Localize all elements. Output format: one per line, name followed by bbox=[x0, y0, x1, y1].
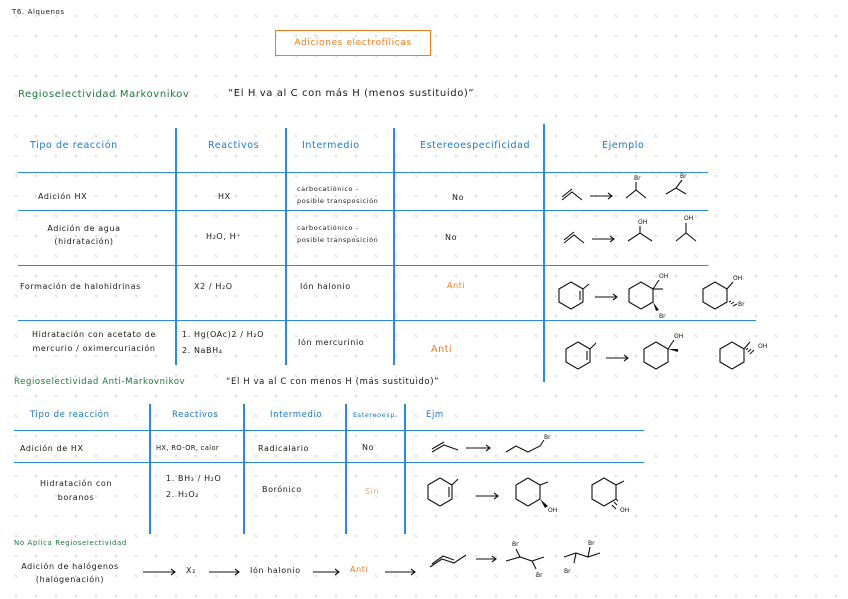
anti-row1-reactivos: HX, RO-OR, calor bbox=[156, 444, 219, 452]
example-radical-hx-reaction bbox=[418, 432, 568, 462]
row4-tipo: Hidratación con acetato de mercurio / oximercuriación bbox=[31, 330, 157, 353]
oh-label: OH bbox=[548, 507, 558, 514]
example-hx-reaction bbox=[550, 172, 710, 212]
no-regio-heading: No Aplica Regioselectividad bbox=[14, 539, 127, 547]
anti-row2-tipo: Hidratación con boranos bbox=[39, 479, 113, 502]
row3-intermedio: Ión halonio bbox=[300, 282, 351, 291]
oh-label: OH bbox=[733, 275, 743, 282]
grid-line bbox=[393, 128, 395, 365]
anti-row2-reactivos-2: 2. H₂O₂ bbox=[166, 490, 200, 499]
row1-intermedio: carbocatiónico - posible transposición bbox=[297, 185, 379, 205]
anti-col-header-intermedio: Intermedio bbox=[270, 410, 323, 420]
grid-line bbox=[149, 404, 151, 534]
oh-label: OH bbox=[659, 273, 669, 280]
col-header-ejemplo: Ejemplo bbox=[602, 140, 645, 151]
example-oxymercuration-reaction bbox=[560, 328, 780, 378]
br-label: Br bbox=[588, 540, 595, 547]
row4-reactivos-1: 1. Hg(OAc)2 / H₂O bbox=[182, 330, 264, 339]
grid-line bbox=[175, 128, 177, 365]
row2-intermedio: carbocatiónico - posible transposición bbox=[297, 224, 379, 244]
anti-markovnikov-heading: Regioselectividad Anti-Markovnikov bbox=[14, 377, 186, 387]
grid-line bbox=[243, 404, 245, 534]
br-label: Br bbox=[544, 434, 551, 441]
anti-markovnikov-rule: “El H va al C con menos H (más sustituido)” bbox=[226, 377, 440, 387]
anti-row2-intermedio: Borónico bbox=[262, 485, 302, 494]
br-label: Br bbox=[564, 568, 571, 575]
col-header-estereo: Estereoespecificidad bbox=[420, 140, 531, 151]
anti-row1-tipo: Adición de HX bbox=[20, 444, 84, 453]
example-halohydrin-reaction bbox=[555, 270, 755, 320]
halogenation-stereo: Anti bbox=[350, 565, 369, 574]
topic-label: T6. Alquenos bbox=[12, 8, 65, 16]
row3-estereo: Anti bbox=[447, 281, 466, 290]
row3-reactivos: X2 / H₂O bbox=[194, 282, 233, 291]
anti-row1-estereo: No bbox=[362, 443, 375, 452]
anti-col-header-reactivos: Reactivos bbox=[172, 410, 219, 420]
row3-tipo: Formación de halohidrinas bbox=[20, 282, 141, 291]
grid-line bbox=[14, 462, 644, 463]
oh-label: OH bbox=[638, 219, 648, 226]
oh-label: OH bbox=[758, 343, 768, 350]
arrow bbox=[384, 567, 418, 577]
grid-line bbox=[345, 404, 347, 534]
oh-label: OH bbox=[620, 507, 630, 514]
markovnikov-rule: “El H va al C con más H (menos sustituido)” bbox=[228, 88, 475, 99]
br-label: Br bbox=[536, 572, 543, 579]
anti-col-header-ejm: Ejm bbox=[426, 410, 444, 420]
anti-row1-intermedio: Radicalario bbox=[258, 444, 310, 453]
row4-intermedio: Ión mercurinio bbox=[298, 338, 365, 347]
example-hydroboration-reaction bbox=[420, 468, 640, 524]
markovnikov-heading: Regioselectividad Markovnikov bbox=[18, 89, 190, 100]
page-title: Adiciones electrofílicas bbox=[294, 38, 412, 48]
br-label: Br bbox=[738, 301, 745, 308]
row1-tipo: Adición HX bbox=[38, 192, 88, 201]
row2-reactivos: H₂O, H⁺ bbox=[206, 232, 242, 241]
br-label: Br bbox=[634, 175, 641, 182]
row4-estereo: Anti bbox=[431, 344, 453, 355]
grid-line bbox=[18, 265, 708, 266]
col-header-intermedio: Intermedio bbox=[302, 140, 360, 151]
br-label: Br bbox=[512, 541, 519, 548]
anti-col-header-tipo: Tipo de reacción bbox=[30, 410, 110, 420]
grid-line bbox=[18, 320, 756, 321]
arrow bbox=[142, 567, 178, 577]
oh-label: OH bbox=[684, 215, 694, 222]
halogen-reagent: X₂ bbox=[186, 566, 196, 575]
example-hydration-reaction bbox=[550, 215, 710, 255]
row4-reactivos-2: 2. NaBH₄ bbox=[182, 346, 223, 355]
grid-line bbox=[285, 128, 287, 365]
title-box bbox=[275, 30, 431, 56]
halogenation-intermediate: Ión halonio bbox=[250, 566, 301, 575]
oh-label: OH bbox=[674, 333, 684, 340]
arrow bbox=[208, 567, 242, 577]
anti-row2-estereo: Sin bbox=[365, 487, 380, 496]
col-header-tipo: Tipo de reacción bbox=[30, 140, 118, 151]
halogenation-tipo: Adición de halógenos (halogenación) bbox=[21, 562, 119, 584]
row1-estereo: No bbox=[452, 193, 465, 202]
anti-col-header-estereo: Estereoesp. bbox=[353, 411, 398, 419]
anti-row2-reactivos-1: 1. BH₃ / H₂O bbox=[166, 474, 222, 483]
row2-estereo: No bbox=[445, 233, 458, 242]
example-halogenation-reaction bbox=[424, 535, 624, 585]
grid-line bbox=[404, 404, 406, 534]
br-label: Br bbox=[680, 173, 687, 180]
col-header-reactivos: Reactivos bbox=[208, 140, 260, 151]
grid-line bbox=[543, 124, 545, 382]
row2-tipo: Adición de agua (hidratación) bbox=[47, 224, 121, 246]
br-label: Br bbox=[659, 313, 666, 320]
arrow bbox=[312, 567, 342, 577]
row1-reactivos: HX bbox=[218, 192, 231, 201]
